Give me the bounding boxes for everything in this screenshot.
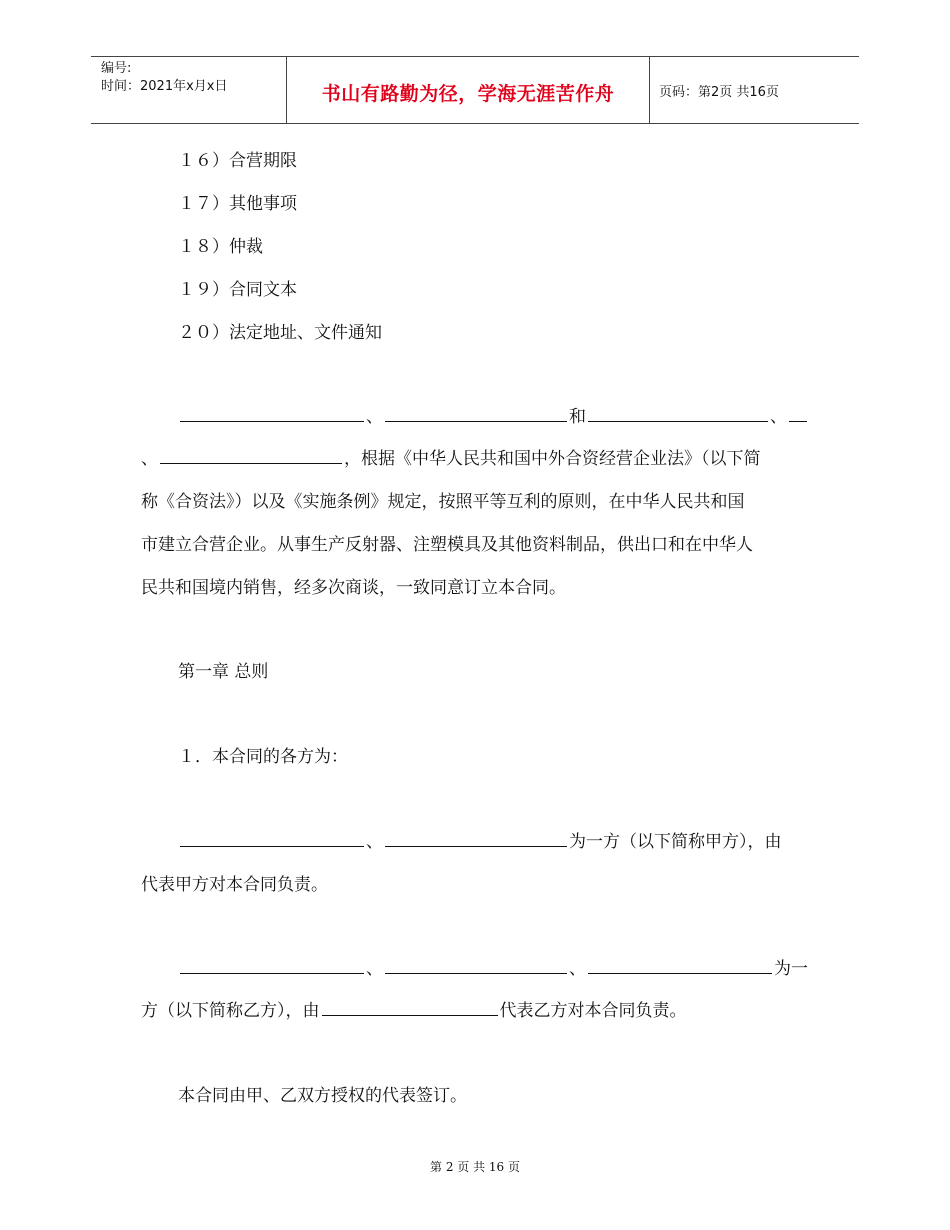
separator: 、 (141, 449, 158, 469)
blank-field[interactable] (385, 845, 567, 847)
blank-field[interactable] (789, 420, 807, 422)
blank-field[interactable] (160, 462, 342, 464)
party-a-line-1 (178, 827, 782, 852)
blank-field[interactable] (385, 972, 567, 974)
preamble-text: ，根据《中华人民共和国中外合资经营企业法》（以下简 (344, 449, 761, 469)
party-b-text: 代表乙方对本合同负责。 (499, 1001, 687, 1021)
preamble-line-1 (178, 402, 809, 427)
header-divider (649, 57, 650, 123)
document-number-label: 编号: (101, 61, 132, 76)
blank-field[interactable] (588, 972, 772, 974)
blank-field[interactable] (588, 420, 768, 422)
blank-field[interactable] (180, 420, 364, 422)
chapter-title: 第一章 总则 (178, 662, 269, 682)
page-footer: 第 2 页 共 16 页 (430, 1160, 520, 1174)
separator: 、 (770, 407, 787, 427)
party-a-line-2: 代表甲方对本合同负责。 (141, 875, 328, 895)
list-item: １８）仲裁 (178, 237, 263, 257)
preamble-line-3: 称《合资法》）以及《实施条例》规定，按照平等互利的原则，在中华人民共和国 (141, 492, 745, 512)
separator: 、 (366, 832, 383, 852)
blank-field[interactable] (180, 972, 364, 974)
party-b-line-2 (141, 996, 687, 1021)
party-b-text: 为一 (774, 959, 808, 979)
blank-field[interactable] (385, 420, 567, 422)
header-page-info: 页码：第2页 共16页 (659, 85, 779, 100)
list-item: ２０）法定地址、文件通知 (178, 323, 382, 343)
party-b-text: 方（以下简称乙方），由 (141, 1001, 320, 1021)
signing-statement: 本合同由甲、乙双方授权的代表签订。 (178, 1086, 467, 1106)
header-motto: 书山有路勤为径，学海无涯苦作舟 (321, 83, 615, 105)
list-item: １９）合同文本 (178, 280, 297, 300)
separator: 、 (569, 959, 586, 979)
preamble-line-2 (141, 444, 761, 469)
conjunction: 和 (569, 407, 586, 427)
page-header (91, 56, 859, 124)
separator: 、 (366, 407, 383, 427)
list-item: １７）其他事项 (178, 194, 297, 214)
preamble-line-5: 民共和国境内销售，经多次商谈，一致同意订立本合同。 (141, 578, 566, 598)
clause-1: １．本合同的各方为： (178, 747, 348, 767)
party-b-line-1 (178, 954, 808, 979)
list-item: １６）合营期限 (178, 151, 297, 171)
blank-field[interactable] (322, 1014, 498, 1016)
blank-field[interactable] (180, 845, 364, 847)
preamble-line-4: 市建立合营企业。从事生产反射器、注塑模具及其他资料制品，供出口和在中华人 (141, 535, 753, 555)
document-time-label: 时间：2021年x月x日 (101, 79, 228, 94)
separator: 、 (366, 959, 383, 979)
party-a-text: 为一方（以下简称甲方），由 (569, 832, 782, 852)
header-meta (101, 60, 227, 96)
